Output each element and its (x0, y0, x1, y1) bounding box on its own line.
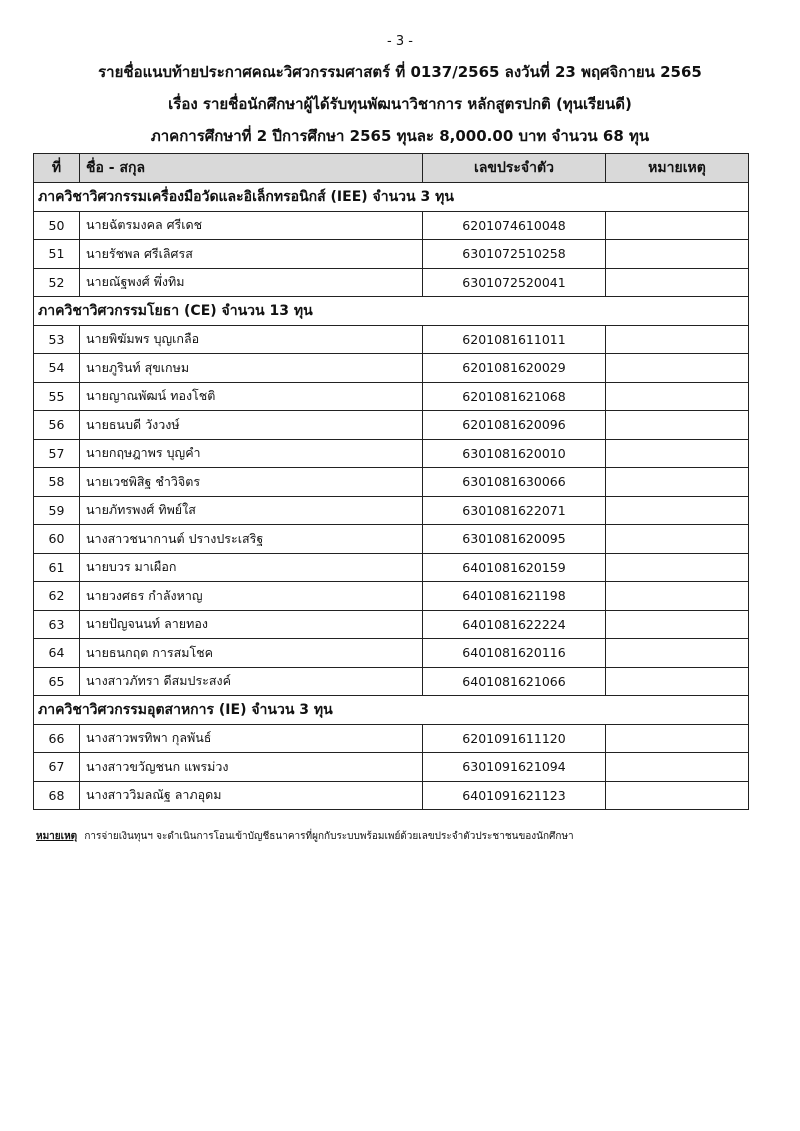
student-name: นายธนบดี วังวงษ์ (80, 411, 423, 440)
student-id: 6301081620010 (423, 439, 606, 468)
student-id: 6401081621198 (423, 582, 606, 611)
footnote-text: การจ่ายเงินทุนฯ จะดำเนินการโอนเข้าบัญชีธนาคารที่ผูกกับระบบพร้อมเพย์ด้วยเลขประจำตัวประชาชนของนักศึกษา (84, 831, 574, 842)
row-remark (606, 553, 749, 582)
table-row (34, 439, 749, 468)
table-row (34, 268, 749, 297)
department-group-row (34, 297, 749, 326)
department-title: ภาควิชาวิศวกรรมอุตสาหการ (IE) จำนวน 3 ทุน (34, 696, 749, 725)
student-name: นายภูรินท์ สุขเกษม (80, 354, 423, 383)
table-row (34, 240, 749, 269)
student-id: 6301081630066 (423, 468, 606, 497)
department-title: ภาควิชาวิศวกรรมเครื่องมือวัดและอิเล็กทรอนิกส์ (IEE) จำนวน 3 ทุน (34, 183, 749, 212)
row-number: 58 (34, 468, 80, 497)
student-id: 6201081620096 (423, 411, 606, 440)
row-remark (606, 439, 749, 468)
table-header-row (34, 154, 749, 183)
student-name: นายพิฆัมพร บุญเกลือ (80, 325, 423, 354)
student-name: นางสาววิมลณัฐ ลาภอุดม (80, 781, 423, 810)
table-body (34, 183, 749, 810)
student-id: 6201074610048 (423, 211, 606, 240)
department-title: ภาควิชาวิศวกรรมโยธา (CE) จำนวน 13 ทุน (34, 297, 749, 326)
page-number: - 3 - (387, 34, 413, 49)
row-remark (606, 268, 749, 297)
student-id: 6401081622224 (423, 610, 606, 639)
student-name: นายปัญจนนท์ ลายทอง (80, 610, 423, 639)
row-number: 56 (34, 411, 80, 440)
announcement-subject: เรื่อง รายชื่อนักศึกษาผู้ได้รับทุนพัฒนาวิชาการ หลักสูตรปกติ (ทุนเรียนดี) (168, 95, 632, 113)
row-remark (606, 610, 749, 639)
row-remark (606, 354, 749, 383)
row-remark (606, 468, 749, 497)
student-id: 6401081620159 (423, 553, 606, 582)
row-number: 50 (34, 211, 80, 240)
student-id: 6301091621094 (423, 753, 606, 782)
table-row (34, 724, 749, 753)
student-name: นายณัฐพงศ์ พึ่งทิม (80, 268, 423, 297)
student-name: นายภัทรพงศ์ ทิพย์ใส (80, 496, 423, 525)
announcement-title: รายชื่อแนบท้ายประกาศคณะวิศวกรรมศาสตร์ ที่ 0137/2565 ลงวันที่ 23 พฤศจิกายน 2565 (98, 63, 702, 81)
row-number: 63 (34, 610, 80, 639)
row-number: 57 (34, 439, 80, 468)
announcement-details: ภาคการศึกษาที่ 2 ปีการศึกษา 2565 ทุนละ 8,000.00 บาท จำนวน 68 ทุน (150, 127, 650, 145)
column-header-name: ชื่อ - สกุล (80, 154, 423, 183)
row-number: 65 (34, 667, 80, 696)
student-name: นายฉัตรมงคล ศรีเดช (80, 211, 423, 240)
row-number: 59 (34, 496, 80, 525)
row-number: 64 (34, 639, 80, 668)
student-id: 6201081611011 (423, 325, 606, 354)
row-remark (606, 240, 749, 269)
row-remark (606, 496, 749, 525)
row-number: 60 (34, 525, 80, 554)
row-remark (606, 382, 749, 411)
student-id: 6201091611120 (423, 724, 606, 753)
student-id: 6301072510258 (423, 240, 606, 269)
scholarship-table (33, 153, 749, 810)
column-header-remark: หมายเหตุ (606, 154, 749, 183)
footnote (36, 829, 574, 844)
row-remark (606, 781, 749, 810)
student-id: 6401081620116 (423, 639, 606, 668)
student-name: นายญาณพัฒน์ ทองโชติ (80, 382, 423, 411)
table-row (34, 610, 749, 639)
table-row (34, 525, 749, 554)
student-name: นางสาวภัทรา ดีสมประสงค์ (80, 667, 423, 696)
student-name: นายธนกฤต การสมโชค (80, 639, 423, 668)
table-row (34, 211, 749, 240)
table-row (34, 468, 749, 497)
row-number: 54 (34, 354, 80, 383)
department-group-row (34, 183, 749, 212)
table-row (34, 354, 749, 383)
table-row (34, 411, 749, 440)
student-id: 6201081621068 (423, 382, 606, 411)
row-remark (606, 211, 749, 240)
department-group-row (34, 696, 749, 725)
table-row (34, 781, 749, 810)
table-row (34, 753, 749, 782)
table-row (34, 496, 749, 525)
row-number: 52 (34, 268, 80, 297)
row-number: 55 (34, 382, 80, 411)
column-header-no: ที่ (34, 154, 80, 183)
row-number: 67 (34, 753, 80, 782)
table-row (34, 639, 749, 668)
table-row (34, 667, 749, 696)
row-number: 61 (34, 553, 80, 582)
table-row (34, 553, 749, 582)
row-number: 51 (34, 240, 80, 269)
student-name: นางสาวพรทิพา กุลพันธ์ (80, 724, 423, 753)
row-remark (606, 525, 749, 554)
table-row (34, 382, 749, 411)
row-remark (606, 582, 749, 611)
student-id: 6401081621066 (423, 667, 606, 696)
row-remark (606, 724, 749, 753)
student-name: นายรัชพล ศรีเลิศรส (80, 240, 423, 269)
student-id: 6301072520041 (423, 268, 606, 297)
student-name: นายเวชพิสิฐ ชำวิจิตร (80, 468, 423, 497)
table-row (34, 325, 749, 354)
student-id: 6301081622071 (423, 496, 606, 525)
row-remark (606, 411, 749, 440)
row-remark (606, 639, 749, 668)
student-id: 6401091621123 (423, 781, 606, 810)
student-id: 6201081620029 (423, 354, 606, 383)
row-number: 68 (34, 781, 80, 810)
row-number: 66 (34, 724, 80, 753)
row-remark (606, 753, 749, 782)
student-id: 6301081620095 (423, 525, 606, 554)
student-name: นางสาวขวัญชนก แพรม่วง (80, 753, 423, 782)
footnote-label: หมายเหตุ (36, 831, 78, 842)
student-name: นายวงศธร กำลังหาญ (80, 582, 423, 611)
column-header-student-id: เลขประจำตัว (423, 154, 606, 183)
row-number: 62 (34, 582, 80, 611)
student-name: นายบวร มาเผือก (80, 553, 423, 582)
row-remark (606, 325, 749, 354)
student-name: นายกฤษฎาพร บุญคำ (80, 439, 423, 468)
row-number: 53 (34, 325, 80, 354)
row-remark (606, 667, 749, 696)
student-name: นางสาวชนากานต์ ปรางประเสริฐ (80, 525, 423, 554)
table-row (34, 582, 749, 611)
